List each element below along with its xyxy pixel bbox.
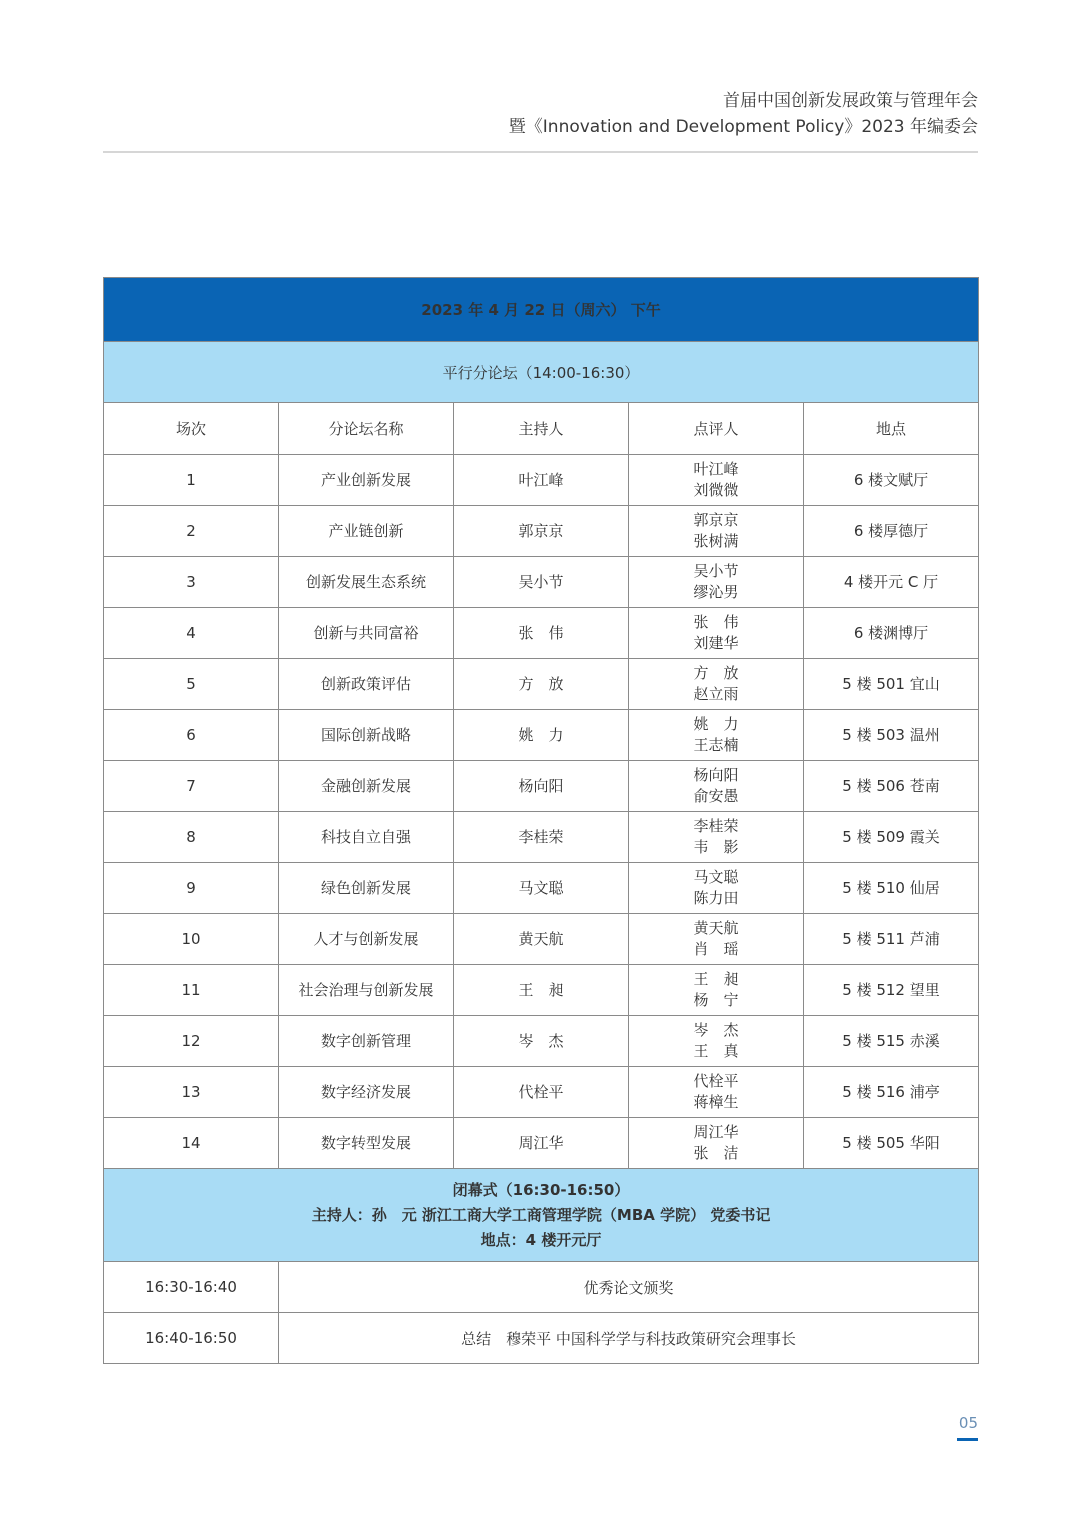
reviewer-name: 王 昶 [693,970,739,988]
section-title: 平行分论坛（14:00-16:30） [104,342,979,403]
reviewer-cell [629,608,804,659]
reviewer-name: 岑 杰 [693,1021,739,1039]
reviewer-cell [629,812,804,863]
host-name: 马文聪 [454,863,629,914]
session-number: 14 [104,1118,279,1169]
column-header-host: 主持人 [454,403,629,455]
reviewer-name: 张 洁 [693,1144,739,1162]
session-number: 10 [104,914,279,965]
agenda-time: 16:40-16:50 [104,1313,279,1364]
reviewer-name: 王志楠 [693,736,739,754]
agenda-content: 总结 穆荣平 中国科学学与科技政策研究会理事长 [279,1313,979,1364]
forum-name: 数字转型发展 [279,1118,454,1169]
header-line-2: 暨《Innovation and Development Policy》2023 年编委会 [508,117,978,137]
location: 5 楼 511 芦浦 [804,914,979,965]
table-row [104,557,979,608]
reviewer-name: 张树满 [693,532,739,550]
session-number: 12 [104,1016,279,1067]
location: 5 楼 512 望里 [804,965,979,1016]
host-name: 张 伟 [454,608,629,659]
session-number: 2 [104,506,279,557]
page-number-underline [957,1438,978,1441]
reviewer-cell [629,710,804,761]
reviewer-name: 代栓平 [693,1072,739,1090]
header-line-1: 首届中国创新发展政策与管理年会 [723,91,978,111]
table-row [104,965,979,1016]
agenda-row [104,1262,979,1313]
forum-name: 产业创新发展 [279,455,454,506]
column-header-forum-name: 分论坛名称 [279,403,454,455]
reviewer-cell [629,506,804,557]
reviewer-name: 李桂荣 [693,817,739,835]
reviewer-cell [629,659,804,710]
reviewer-cell [629,1067,804,1118]
closing-location: 地点：4 楼开元厅 [480,1230,602,1249]
reviewer-name: 缪沁男 [693,583,739,601]
closing-host: 主持人：孙 元 浙江工商大学工商管理学院（MBA 学院） 党委书记 [311,1205,771,1224]
host-name: 黄天航 [454,914,629,965]
forum-name: 绿色创新发展 [279,863,454,914]
forum-name: 金融创新发展 [279,761,454,812]
location: 5 楼 510 仙居 [804,863,979,914]
table-row [104,1016,979,1067]
host-name: 叶江峰 [454,455,629,506]
reviewer-name: 王 真 [693,1042,739,1060]
reviewer-name: 黄天航 [693,919,739,937]
reviewer-cell [629,863,804,914]
forum-name: 数字经济发展 [279,1067,454,1118]
table-row [104,863,979,914]
reviewer-name: 吴小节 [693,562,739,580]
table-row [104,914,979,965]
agenda-row [104,1313,979,1364]
table-row [104,761,979,812]
reviewer-name: 刘微微 [693,481,739,499]
header-divider [103,151,978,153]
reviewer-name: 韦 影 [693,838,739,856]
table-row [104,506,979,557]
closing-ceremony-info [104,1169,979,1262]
reviewer-name: 姚 力 [693,715,739,733]
location: 4 楼开元 C 厅 [804,557,979,608]
host-name: 杨向阳 [454,761,629,812]
reviewer-cell [629,965,804,1016]
location: 5 楼 505 华阳 [804,1118,979,1169]
reviewer-name: 杨向阳 [693,766,739,784]
column-header-row [104,403,979,455]
agenda-content: 优秀论文颁奖 [279,1262,979,1313]
reviewer-cell [629,761,804,812]
session-number: 13 [104,1067,279,1118]
reviewer-cell [629,557,804,608]
reviewer-cell [629,455,804,506]
host-name: 方 放 [454,659,629,710]
forum-name: 数字创新管理 [279,1016,454,1067]
reviewer-name: 赵立雨 [693,685,739,703]
reviewer-cell [629,1016,804,1067]
forum-name: 人才与创新发展 [279,914,454,965]
table-row [104,812,979,863]
column-header-location: 地点 [804,403,979,455]
host-name: 代栓平 [454,1067,629,1118]
document-header [103,88,978,140]
schedule-table [103,277,979,1364]
location: 5 楼 516 浦亭 [804,1067,979,1118]
session-number: 3 [104,557,279,608]
closing-ceremony-row [104,1169,979,1262]
session-number: 4 [104,608,279,659]
table-title: 2023 年 4 月 22 日（周六） 下午 [104,278,979,342]
location: 5 楼 515 赤溪 [804,1016,979,1067]
forum-name: 创新与共同富裕 [279,608,454,659]
reviewer-name: 肖 瑶 [693,940,739,958]
forum-name: 国际创新战略 [279,710,454,761]
location: 5 楼 501 宜山 [804,659,979,710]
column-header-reviewer: 点评人 [629,403,804,455]
table-row [104,1067,979,1118]
host-name: 周江华 [454,1118,629,1169]
table-row [104,1118,979,1169]
reviewer-name: 俞安愚 [693,787,739,805]
reviewer-name: 蒋樟生 [693,1093,739,1111]
reviewer-name: 方 放 [693,664,739,682]
reviewer-cell [629,914,804,965]
location: 5 楼 506 苍南 [804,761,979,812]
reviewer-name: 周江华 [693,1123,739,1141]
location: 5 楼 509 霞关 [804,812,979,863]
host-name: 郭京京 [454,506,629,557]
host-name: 王 昶 [454,965,629,1016]
location: 6 楼厚德厅 [804,506,979,557]
forum-name: 创新发展生态系统 [279,557,454,608]
forum-name: 科技自立自强 [279,812,454,863]
location: 6 楼渊博厅 [804,608,979,659]
reviewer-name: 刘建华 [693,634,739,652]
session-number: 5 [104,659,279,710]
agenda-time: 16:30-16:40 [104,1262,279,1313]
host-name: 岑 杰 [454,1016,629,1067]
session-number: 9 [104,863,279,914]
reviewer-name: 陈力田 [693,889,739,907]
session-number: 6 [104,710,279,761]
session-number: 11 [104,965,279,1016]
page-number: 05 [958,1414,978,1432]
forum-name: 社会治理与创新发展 [279,965,454,1016]
reviewer-name: 张 伟 [693,613,739,631]
section-header-row [104,342,979,403]
session-number: 8 [104,812,279,863]
table-title-row [104,278,979,342]
forum-name: 产业链创新 [279,506,454,557]
table-row [104,455,979,506]
host-name: 李桂荣 [454,812,629,863]
location: 6 楼文赋厅 [804,455,979,506]
table-row [104,710,979,761]
reviewer-cell [629,1118,804,1169]
table-row [104,608,979,659]
reviewer-name: 郭京京 [693,511,739,529]
column-header-session: 场次 [104,403,279,455]
closing-title: 闭幕式（16:30-16:50） [452,1180,630,1199]
location: 5 楼 503 温州 [804,710,979,761]
host-name: 吴小节 [454,557,629,608]
reviewer-name: 马文聪 [693,868,739,886]
table-row [104,659,979,710]
reviewer-name: 叶江峰 [693,460,739,478]
forum-name: 创新政策评估 [279,659,454,710]
session-number: 1 [104,455,279,506]
session-number: 7 [104,761,279,812]
host-name: 姚 力 [454,710,629,761]
reviewer-name: 杨 宁 [693,991,739,1009]
